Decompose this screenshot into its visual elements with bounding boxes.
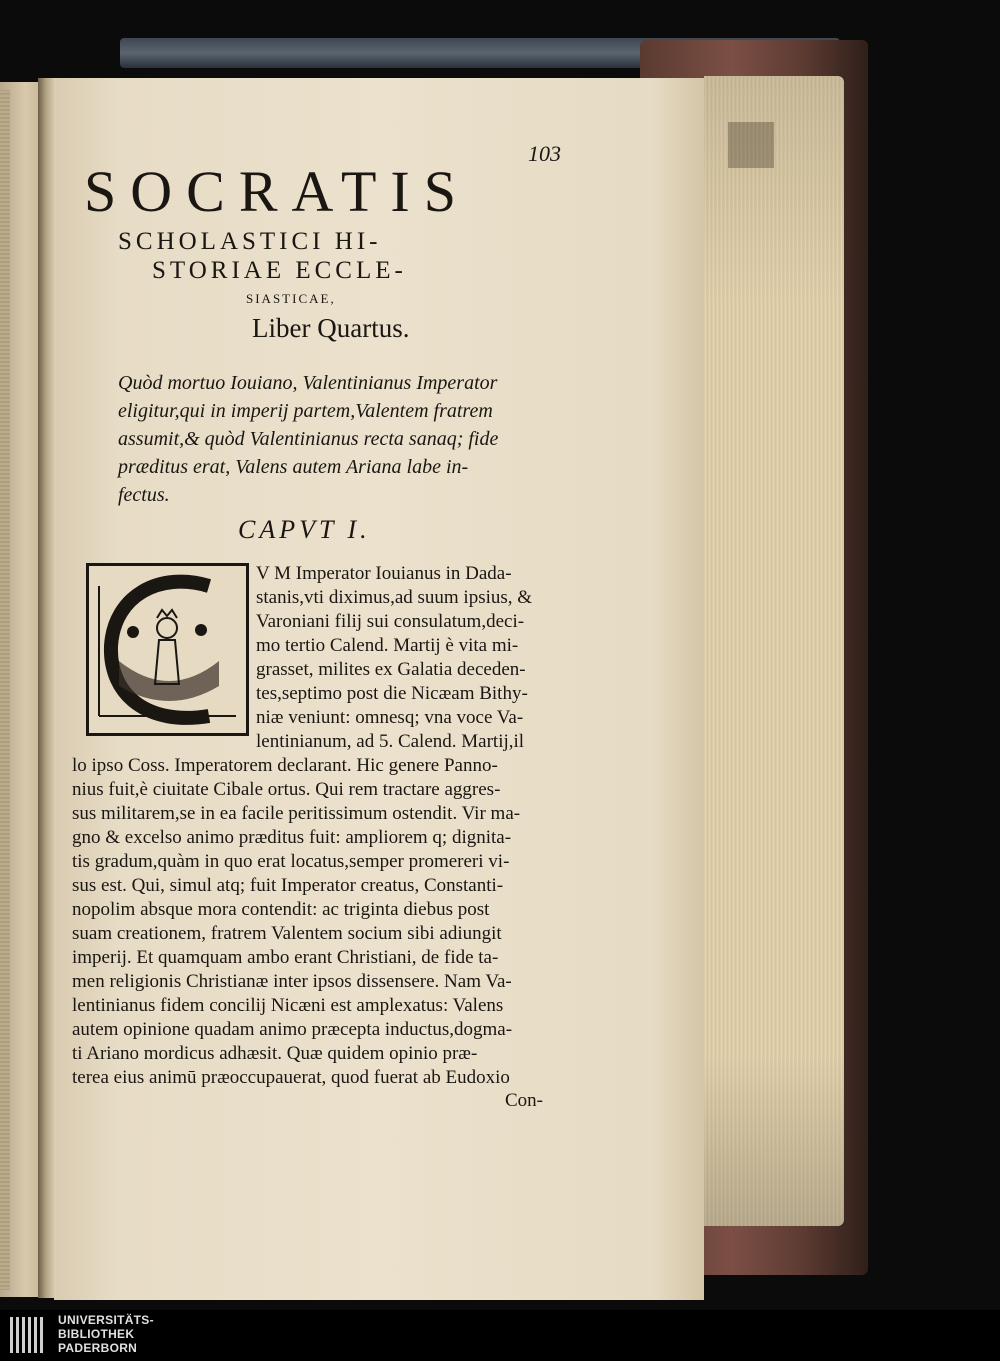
library-name-line: UNIVERSITÄTS- bbox=[58, 1313, 154, 1327]
body-line: gno & excelso animo præditus fuit: ampliorem q; dignita- bbox=[72, 827, 512, 848]
body-line: lentinianus fidem concilij Nicæni est amplexatus: Valens bbox=[72, 995, 504, 1016]
gutter bbox=[38, 78, 56, 1298]
chapter-heading: CAPVT I. bbox=[238, 515, 371, 544]
body-line: imperij. Et quamquam ambo erant Christiani, de fide ta- bbox=[72, 947, 499, 968]
body-line: ti Ariano mordicus adhæsit. Quæ quidem opinio præ- bbox=[72, 1043, 478, 1064]
body-line: tis gradum,quàm in quo erat locatus,semper promereri vi- bbox=[72, 851, 510, 872]
left-page-edge bbox=[0, 90, 10, 1290]
body-line: sus militarem,se in ea facile peritissimum ostendit. Vir ma- bbox=[72, 803, 521, 824]
body-line: lentinianum, ad 5. Calend. Martij,il bbox=[256, 731, 525, 752]
body-line: men religionis Christianæ inter ipsos dissensere. Nam Va- bbox=[72, 971, 512, 992]
body-line: suam creationem, fratrem Valentem socium sibi adiungit bbox=[72, 923, 502, 944]
library-name-line: BIBLIOTHEK bbox=[58, 1327, 135, 1341]
fore-edge-shade bbox=[704, 76, 844, 1226]
library-name bbox=[58, 1313, 154, 1355]
catchword: Con- bbox=[505, 1090, 543, 1111]
library-logo-icon bbox=[8, 1313, 48, 1357]
body-line: grasset, milites ex Galatia deceden- bbox=[256, 659, 526, 680]
body-line: V M Imperator Iouianus in Dada- bbox=[256, 563, 512, 584]
fore-edge-mark bbox=[728, 122, 774, 168]
summary-line: assumit,& quòd Valentinianus recta sanaq; fide bbox=[118, 428, 499, 450]
subtitle-line-1: SCHOLASTICI HI- bbox=[118, 228, 382, 255]
book-heading: Liber Quartus. bbox=[252, 313, 410, 343]
summary-line: præditus erat, Valens autem Ariana labe in- bbox=[118, 456, 469, 478]
body-line: autem opinione quadam animo præcepta inductus,dogma- bbox=[72, 1019, 513, 1040]
body-line: mo tertio Calend. Martij è vita mi- bbox=[256, 635, 519, 656]
summary-line: eligitur,qui in imperij partem,Valentem fratrem bbox=[118, 400, 493, 422]
body-line: Varoniani filij sui consulatum,deci- bbox=[256, 611, 525, 632]
body-line: nopolim absque mora contendit: ac triginta diebus post bbox=[72, 899, 490, 920]
body-line: niæ veniunt: omnesq; vna voce Va- bbox=[256, 707, 524, 728]
library-name-line: PADERBORN bbox=[58, 1341, 138, 1355]
body-line: terea eius animū præoccupauerat, quod fuerat ab Eudoxio bbox=[72, 1067, 510, 1088]
body-line: stanis,vti diximus,ad suum ipsius, & bbox=[256, 587, 533, 608]
summary-line: fectus. bbox=[118, 484, 170, 506]
summary-line: Quòd mortuo Iouiano, Valentinianus Imperator bbox=[118, 372, 498, 394]
page-number: 103 bbox=[528, 141, 561, 166]
page-title: SOCRATIS bbox=[84, 159, 470, 224]
subtitle-line-3: SIASTICAE, bbox=[246, 291, 336, 306]
subtitle-line-2: STORIAE ECCLE- bbox=[152, 257, 407, 284]
body-line: nius fuit,è ciuitate Cibale ortus. Qui rem tractare aggres- bbox=[72, 779, 501, 800]
body-line: lo ipso Coss. Imperatorem declarant. Hic genere Panno- bbox=[72, 755, 498, 776]
body-line: tes,septimo post die Nicæam Bithy- bbox=[256, 683, 528, 704]
body-line: sus est. Qui, simul atq; fuit Imperator creatus, Constanti- bbox=[72, 875, 504, 896]
decorated-initial-c-icon bbox=[86, 563, 249, 736]
